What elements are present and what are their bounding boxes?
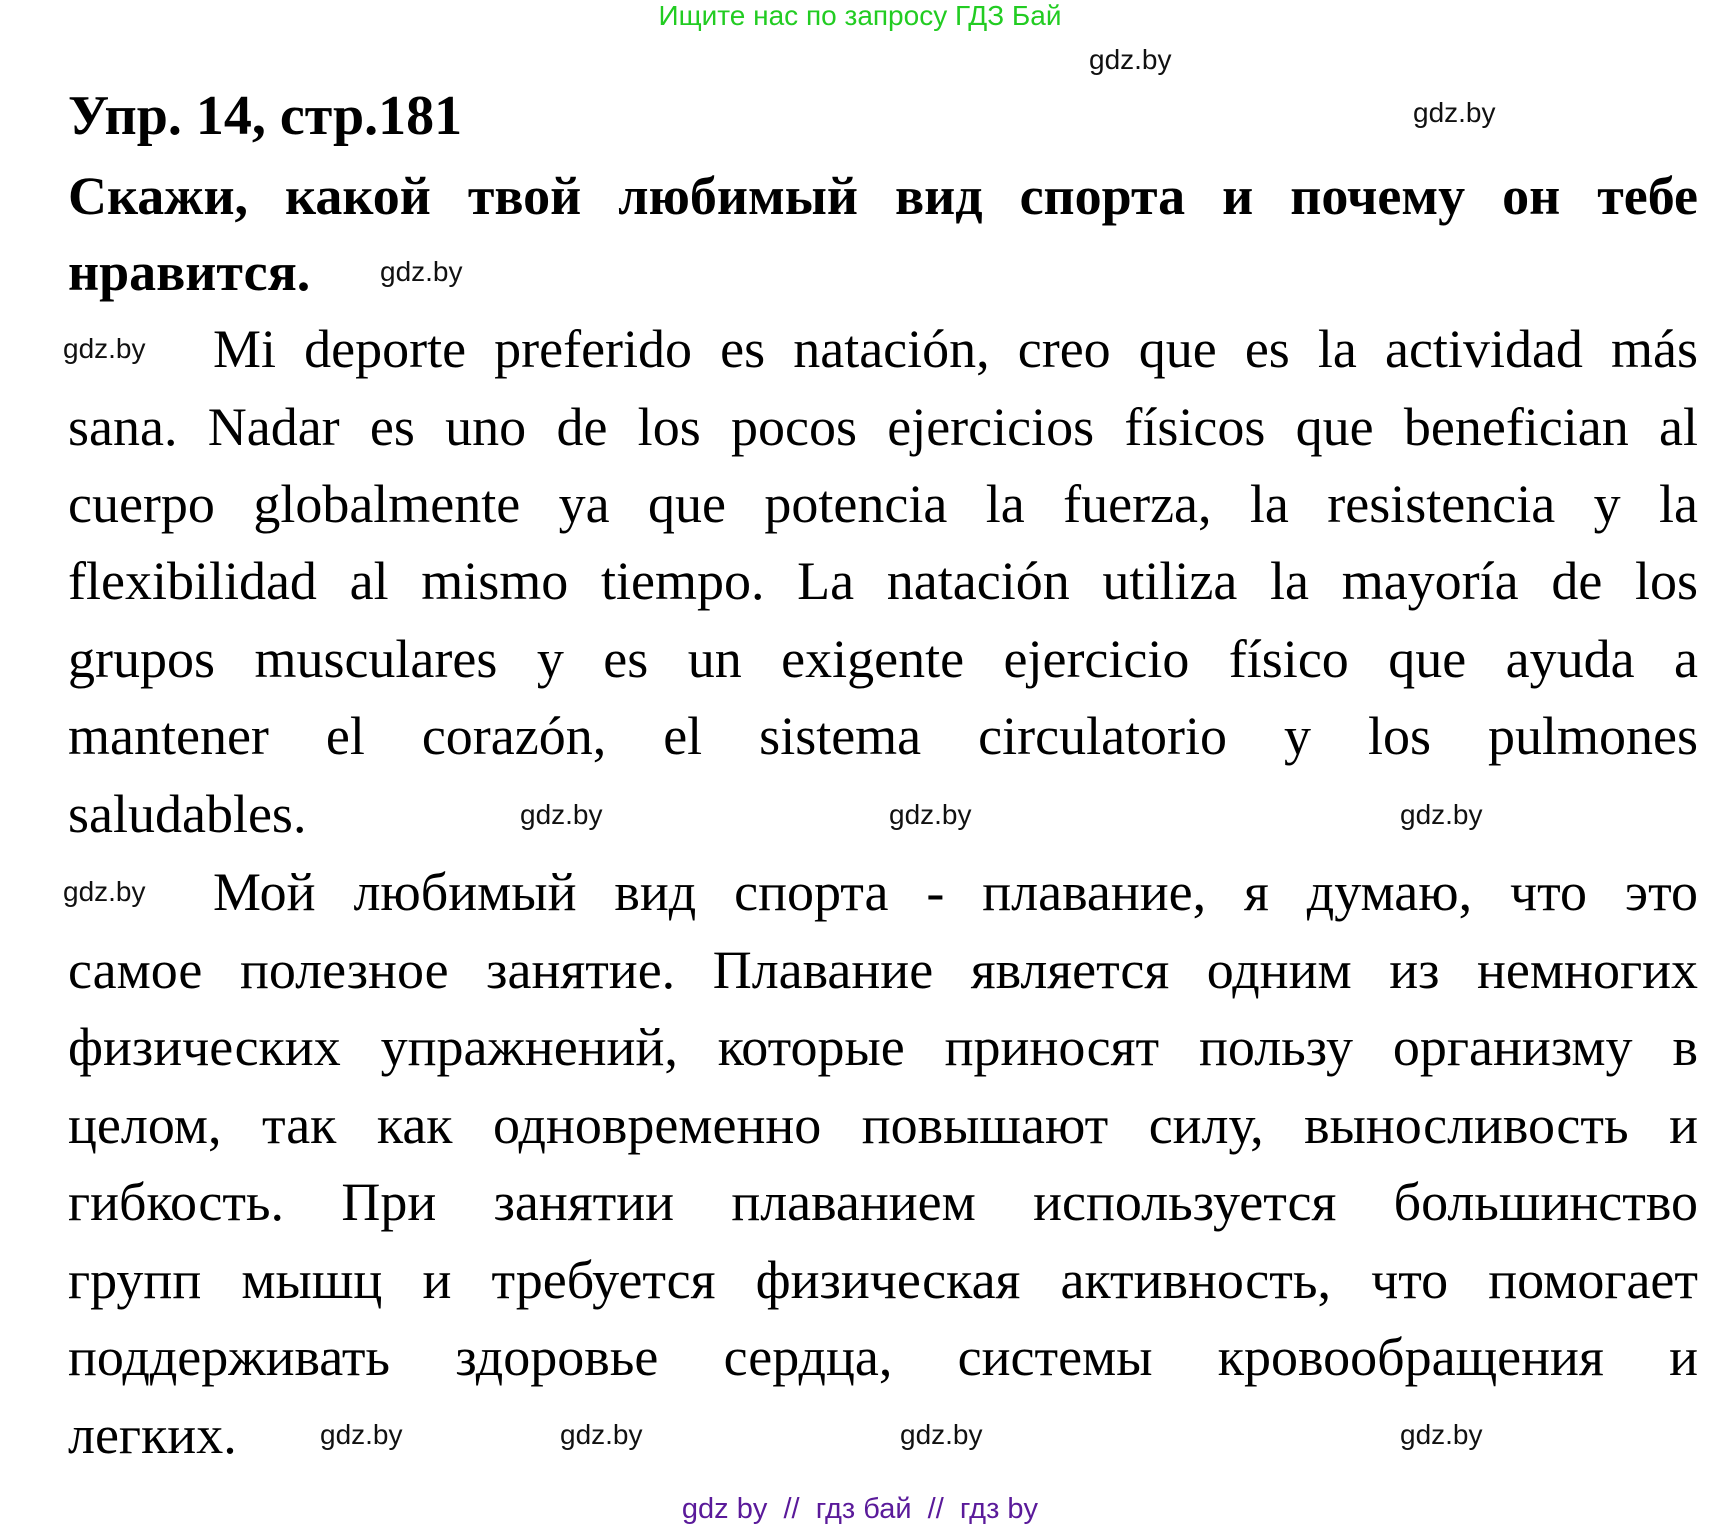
spanish-line: saludables. xyxy=(68,784,307,844)
task-line: Скажи, какой твой любимый вид спорта и почему он тебе xyxy=(68,166,1698,226)
watermark: gdz.by xyxy=(320,1419,403,1450)
watermark: gdz.by xyxy=(380,256,463,287)
watermark: gdz.by xyxy=(900,1419,983,1450)
watermark: gdz.by xyxy=(889,799,972,830)
watermark: gdz.by xyxy=(1089,44,1172,75)
watermark: gdz.by xyxy=(1400,799,1483,830)
spanish-line: grupos musculares y es un exigente ejercicio físico que ayuda a xyxy=(68,629,1698,689)
exercise-title: Упр. 14, стр.181 xyxy=(68,85,463,147)
russian-line: физических упражнений, которые приносят пользу организму в xyxy=(68,1017,1698,1077)
watermark: gdz.by xyxy=(63,876,146,907)
russian-line: гибкость. При занятии плаванием используется большинство xyxy=(68,1172,1698,1232)
search-banner[interactable]: Ищите нас по запросу ГДЗ Бай xyxy=(658,0,1062,31)
watermark: gdz.by xyxy=(63,333,146,364)
russian-line: самое полезное занятие. Плавание является одним из немногих xyxy=(68,940,1698,1000)
russian-line: поддерживать здоровье сердца, системы кровообращения и xyxy=(68,1327,1698,1387)
spanish-line: mantener el corazón, el sistema circulatorio y los pulmones xyxy=(68,706,1698,766)
russian-line: групп мышц и требуется физическая активность, что помогает xyxy=(68,1250,1698,1310)
russian-line: легких. xyxy=(68,1405,237,1465)
watermark: gdz.by xyxy=(1413,97,1496,128)
spanish-line: Mi deporte preferido es natación, creo que es la actividad más xyxy=(213,319,1698,379)
task-line: нравится. xyxy=(68,242,311,302)
footer-links[interactable]: gdz by // гдз бай // гдз by xyxy=(681,1493,1039,1525)
watermark: gdz.by xyxy=(520,799,603,830)
russian-line: целом, так как одновременно повышают силу, выносливость и xyxy=(68,1095,1698,1155)
spanish-line: sana. Nadar es uno de los pocos ejercicios físicos que benefician al xyxy=(68,397,1698,457)
russian-line: Мой любимый вид спорта - плавание, я думаю, что это xyxy=(213,862,1698,922)
spanish-line: flexibilidad al mismo tiempo. La natación utiliza la mayoría de los xyxy=(68,551,1698,611)
watermark: gdz.by xyxy=(1400,1419,1483,1450)
watermark: gdz.by xyxy=(560,1419,643,1450)
spanish-line: cuerpo globalmente ya que potencia la fuerza, la resistencia y la xyxy=(68,474,1698,534)
